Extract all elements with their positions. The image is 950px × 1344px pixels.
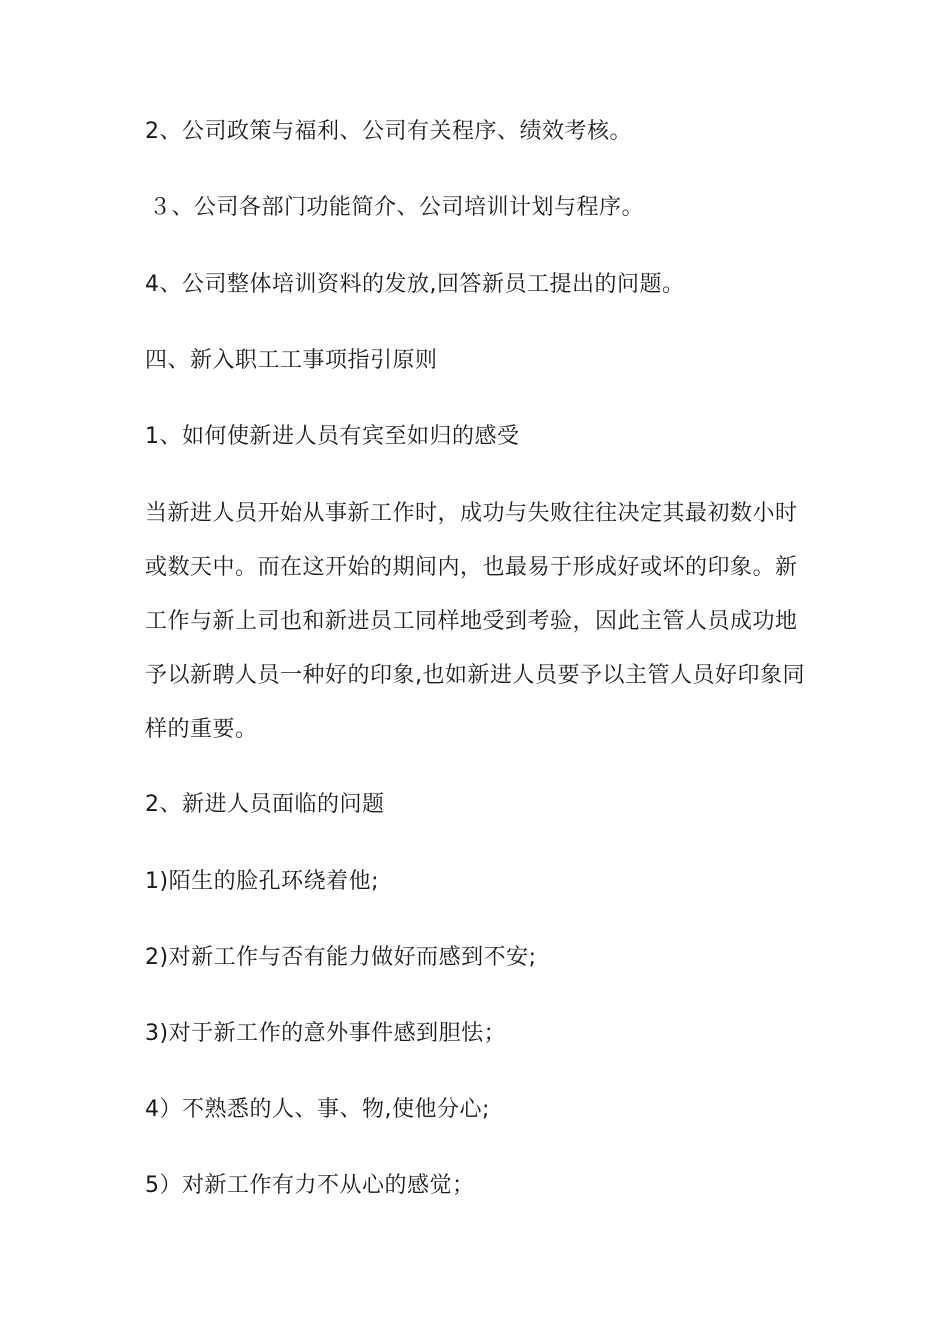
problem-item: 5）对新工作有力不从心的感觉； bbox=[145, 1173, 475, 1198]
section-heading-guidelines: 四、新入职工工事项指引原则 bbox=[145, 348, 438, 373]
text-line-departments: ３、公司各部门功能简介、公司培训计划与程序。 bbox=[149, 195, 645, 220]
paragraph-line: 或数天中。而在这开始的期间内，也最易于形成好或坏的印象。新 bbox=[145, 555, 798, 580]
paragraph-line: 样的重要。 bbox=[145, 717, 258, 742]
paragraph-line: 予以新聘人员一种好的印象,也如新进人员要予以主管人员好印象同 bbox=[145, 663, 805, 688]
paragraph-line: 工作与新上司也和新进员工同样地受到考验，因此主管人员成功地 bbox=[145, 609, 798, 634]
paragraph-line: 当新进人员开始从事新工作时，成功与失败往往决定其最初数小时 bbox=[145, 501, 798, 526]
paragraph-first-impressions bbox=[145, 487, 805, 757]
problem-item: 4）不熟悉的人、事、物,使他分心; bbox=[145, 1097, 490, 1122]
problem-item: 3)对于新工作的意外事件感到胆怯； bbox=[145, 1021, 507, 1046]
problem-item: 2)对新工作与否有能力做好而感到不安; bbox=[145, 945, 537, 970]
problem-item: 1)陌生的脸孔环绕着他; bbox=[145, 869, 379, 894]
text-line-policy: 2、公司政策与福利、公司有关程序、绩效考核。 bbox=[145, 119, 632, 144]
subheading-problems: 2、新进人员面临的问题 bbox=[145, 792, 385, 817]
subheading-welcome: 1、如何使新进人员有宾至如归的感受 bbox=[145, 424, 520, 449]
text-line-materials: 4、公司整体培训资料的发放,回答新员工提出的问题。 bbox=[145, 272, 685, 297]
